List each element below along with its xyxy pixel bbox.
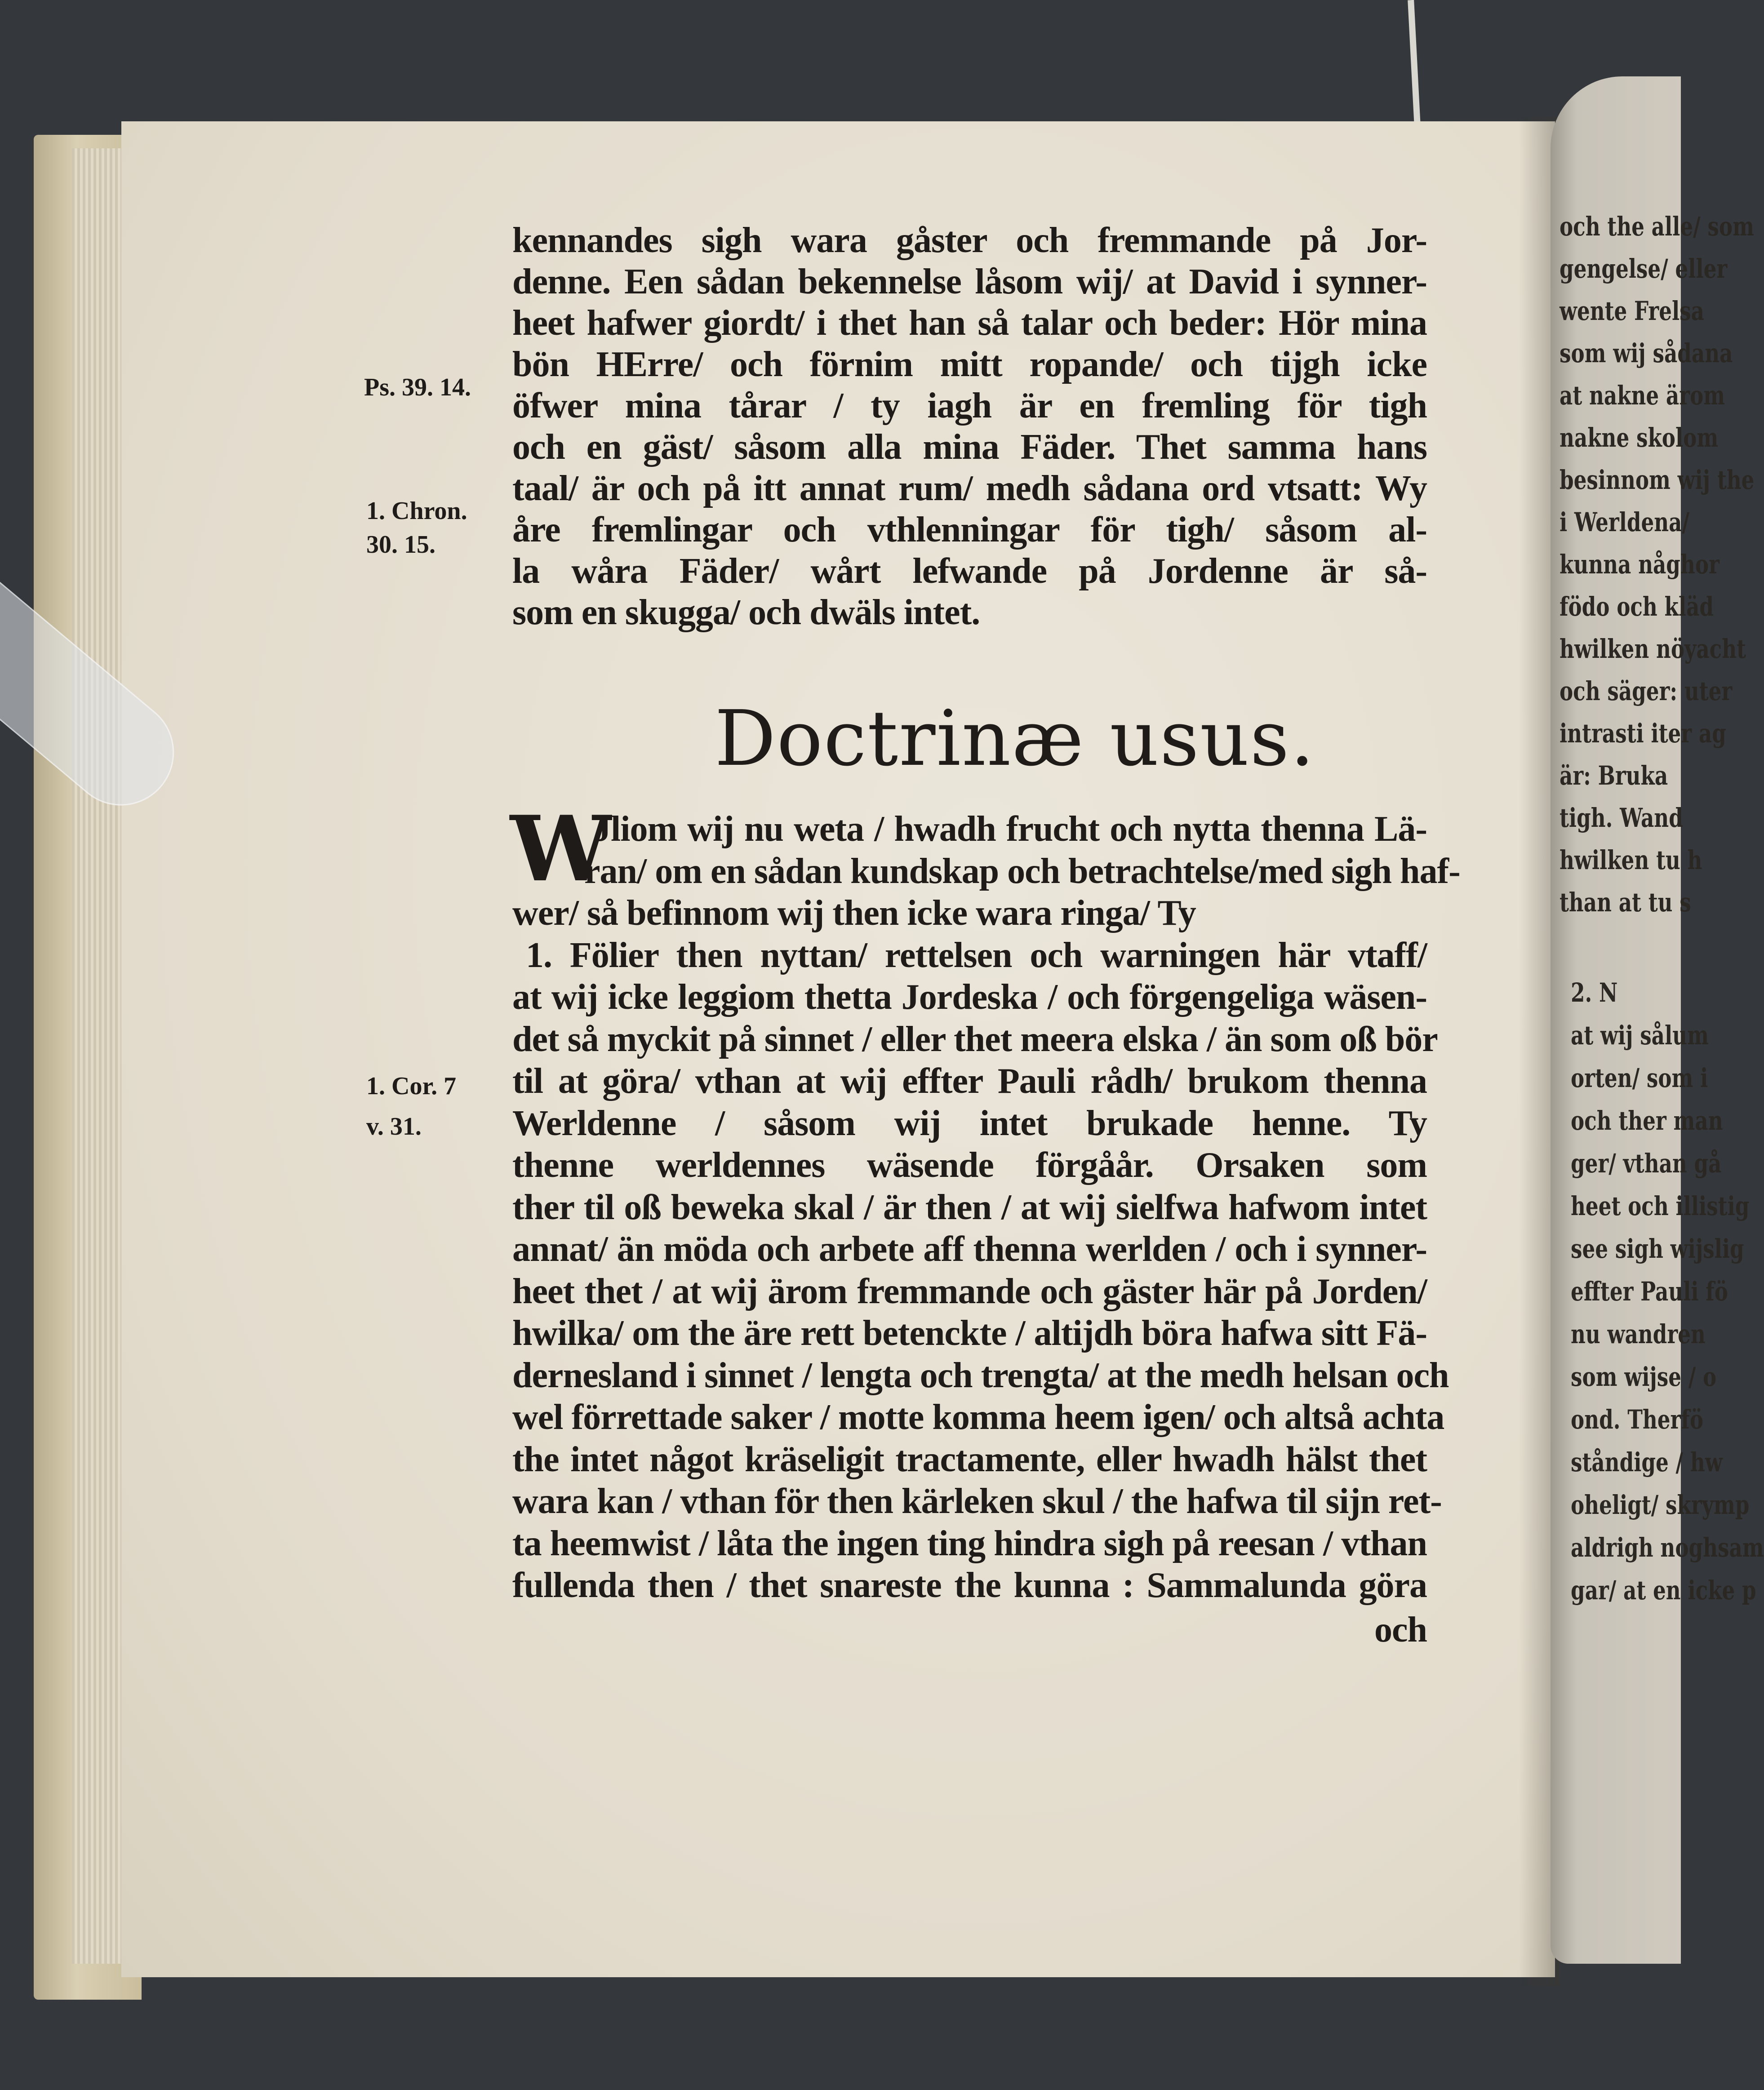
catchword: och — [1374, 1610, 1427, 1650]
right-page-line: hwilken tu h — [1560, 845, 1702, 875]
bookmark-string — [1408, 0, 1421, 135]
right-page-line: födo och kläd — [1560, 591, 1714, 622]
right-page-line: at wij sålum — [1571, 1020, 1709, 1051]
text-line: bön HErre/ och förnim mitt ropande/ och tijgh icke — [512, 345, 1427, 384]
right-page-line: wente Frelsa — [1560, 296, 1704, 326]
text-line: wara kan / vthan för then kärleken skul / the hafwa til sijn ret- — [512, 1482, 1442, 1521]
text-line: la wåra Fäder/ wårt lefwande på Jordenne är så- — [512, 551, 1427, 591]
right-page-line: i Werldena/ — [1560, 507, 1690, 537]
right-page-line: tigh. Wand — [1560, 803, 1683, 833]
text-line: 1. Fölier then nyttan/ rettelsen och warningen här vtaff/ — [526, 935, 1427, 975]
text-line: ta heemwist / låta the ingen ting hindra sigh på reesan / vthan — [512, 1523, 1427, 1563]
text-line: til at göra/ vthan at wij effter Pauli rådh/ brukom thenna — [512, 1061, 1427, 1101]
text-line: ran/ om en sådan kundskap och betrachtelse/med sigh haf- — [584, 851, 1460, 891]
right-page — [1551, 76, 1764, 1964]
margin-note-chron-verse: 30. 15. — [366, 531, 435, 559]
right-page-line: nu wandren — [1571, 1319, 1706, 1349]
margin-note-cor: 1. Cor. 7 — [366, 1072, 457, 1100]
text-line: kennandes sigh wara gåster och fremmande på Jor- — [512, 221, 1427, 260]
right-page-line: ståndige / hw — [1571, 1447, 1723, 1478]
text-line: Jliom wij nu weta / hwadh frucht och nytta thenna Lä- — [593, 809, 1427, 849]
text-line: annat/ än möda och arbete aff thenna werlden / och i synner- — [512, 1229, 1427, 1269]
section-heading: Doctrinæ usus. — [715, 694, 1315, 783]
margin-note-psalm: Ps. 39. 14. — [364, 373, 471, 401]
text-line: det så myckit på sinnet / eller thet meera elska / än som oß bör — [512, 1019, 1438, 1059]
right-page-line: nakne skolom — [1560, 422, 1719, 453]
text-line: hwilka/ om the äre rett betenckte / altijdh böra hafwa sitt Fä- — [512, 1313, 1427, 1353]
right-page-line: oheligt/ skrymp — [1571, 1490, 1750, 1520]
text-line: denne. Een sådan bekennelse låsom wij/ at David i synner- — [512, 262, 1427, 302]
right-page-line: besinnom wij the — [1560, 465, 1755, 495]
text-line: heet thet / at wij ärom fremmande och gäster här på Jorden/ — [512, 1271, 1427, 1311]
right-page-line: som wij sådana — [1560, 338, 1733, 368]
drop-cap: W — [510, 796, 611, 902]
text-line: dernesland i sinnet / lengta och trengta/ at the medh helsan och — [512, 1355, 1449, 1395]
text-line: thenne werldennes wäsende förgåår. Orsaken som — [512, 1145, 1427, 1185]
right-page-line: aldrigh noghsam — [1571, 1532, 1764, 1563]
margin-note-chron: 1. Chron. — [366, 497, 467, 525]
right-page-line: och ther man — [1571, 1105, 1723, 1136]
page-edges — [72, 148, 126, 1964]
right-page-line: intrasti iter ag — [1560, 718, 1726, 749]
text-line: fullenda then / thet snareste the kunna : Sammalunda göra — [512, 1566, 1427, 1605]
text-line: at wij icke leggiom thetta Jordeska / och förgengeliga wäsen- — [512, 977, 1427, 1017]
text-line: öfwer mina tårar / ty iagh är en fremling för tigh — [512, 386, 1427, 426]
right-page-line: gar/ at en icke p — [1571, 1575, 1756, 1606]
margin-note-cor-verse: v. 31. — [366, 1113, 422, 1140]
text-line: Werldenne / såsom wij intet brukade henne. Ty — [512, 1103, 1427, 1143]
right-page-line: och säger: uter — [1560, 676, 1733, 706]
text-line: ther til oß beweka skal / är then / at wij sielfwa hafwom intet — [512, 1187, 1427, 1227]
right-page-line: ger/ vthan gå — [1571, 1148, 1722, 1179]
text-line: the intet något kräseligit tractamente, eller hwadh hälst thet — [512, 1439, 1427, 1479]
right-page-line: hwilken nöyacht — [1560, 634, 1746, 664]
right-page-line: gengelse/ eller — [1560, 253, 1728, 284]
text-line: wer/ så befinnom wij then icke wara ringa/ Ty — [512, 893, 1196, 933]
text-line: taal/ är och på itt annat rum/ medh sådana ord vtsatt: Wy — [512, 469, 1427, 508]
right-page-line: than at tu s — [1560, 887, 1691, 918]
right-page-line: är: Bruka — [1560, 760, 1668, 791]
text-line: och en gäst/ såsom alla mina Fäder. Thet samma hans — [512, 427, 1427, 467]
text-line: wel förrettade saker / motte komma heem igen/ och altså achta — [512, 1398, 1444, 1437]
text-line: som en skugga/ och dwäls intet. — [512, 593, 980, 632]
right-page-line: 2. N — [1571, 977, 1618, 1008]
right-page-line: och the alle/ som — [1560, 211, 1754, 242]
text-line: heet hafwer giordt/ i thet han så talar och beder: Hör mina — [512, 303, 1427, 343]
right-page-line: effter Pauli fö — [1571, 1276, 1728, 1307]
right-page-line: kunna någhor — [1560, 549, 1720, 580]
right-page-line: orten/ som i — [1571, 1063, 1708, 1093]
right-page-line: som wijse / o — [1571, 1362, 1717, 1392]
text-line: åre fremlingar och vthlenningar för tigh/ såsom al- — [512, 510, 1427, 550]
right-page-line: ond. Therfö — [1571, 1404, 1704, 1435]
right-page-line: at nakne ärom — [1560, 380, 1725, 411]
right-page-line: see sigh wijslig — [1571, 1234, 1744, 1264]
right-page-line: heet och illistig — [1571, 1191, 1750, 1221]
